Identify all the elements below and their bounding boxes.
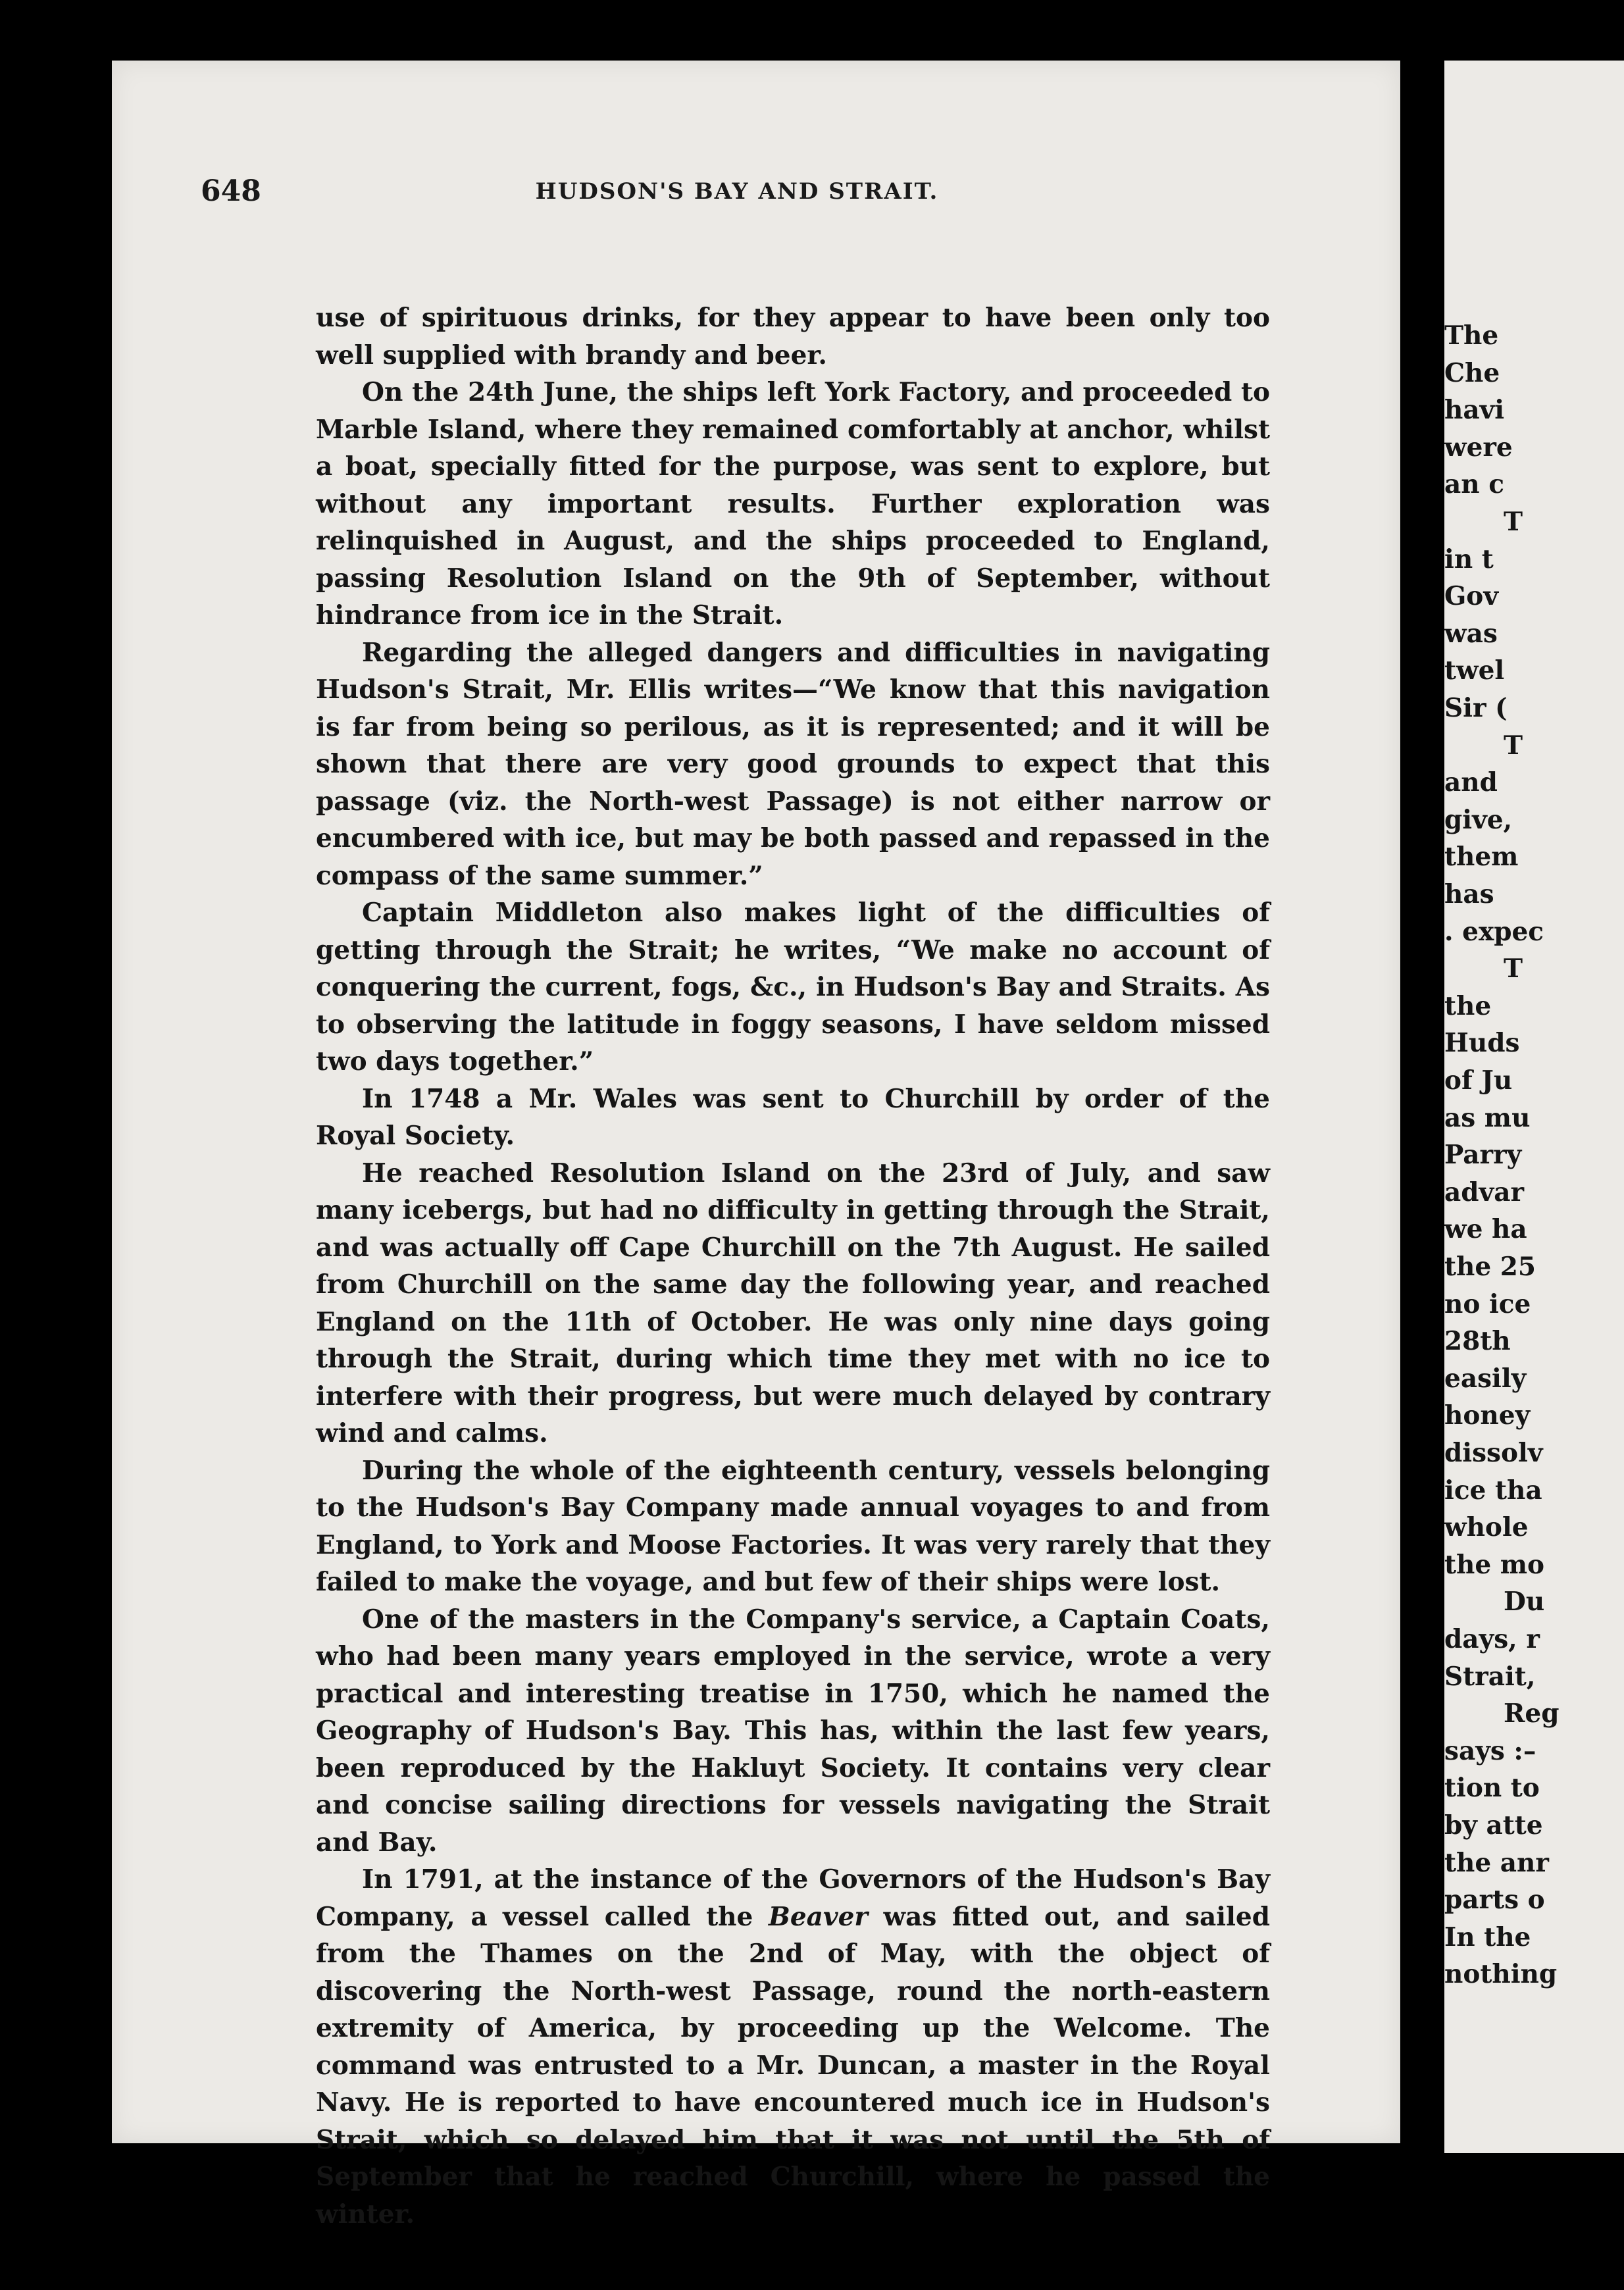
facing-page-line-fragment: T [1504, 730, 1523, 761]
facing-page-line-fragment: dissolv [1444, 1438, 1543, 1468]
facing-page-line-fragment: Sir ( [1444, 693, 1508, 723]
facing-page-line-fragment: the mo [1444, 1549, 1545, 1580]
facing-page-line-fragment: give, [1444, 804, 1513, 835]
facing-page-line-fragment: advar [1444, 1177, 1525, 1208]
facing-page-line-fragment: as mu [1444, 1102, 1531, 1133]
paragraph: He reached Resolution Island on the 23rd of July, and saw many icebergs, but had no difficulty in getting through the Strait, and was actually off Cape Churchill on the 7th August. He sailed from Churchill on the same day the following year, and reached England on the 11th of October. He was only nine days going through the Strait, during which time they met with no ice to interfere with their progress, but were much delayed by contrary wind and calms. [316, 1158, 1270, 1448]
facing-page-line-fragment: Huds [1444, 1028, 1520, 1059]
facing-page-line-fragment: them [1444, 842, 1519, 873]
facing-page-line-fragment: an c [1444, 469, 1504, 500]
facing-page-line-fragment: we ha [1444, 1214, 1527, 1245]
paragraph: Regarding the alleged dangers and difficulties in navigating Hudson's Strait, Mr. Ellis writes—“We know that this navigation is far from being so perilous, as it is represented; and it will be shown that there are very good grounds to expect that this passage (viz. the North-west Passage) is not either narrow or encumbered with ice, but may be both passed and repassed in the compass of the same summer.” [316, 637, 1270, 891]
facing-page-line-fragment: Reg [1504, 1698, 1560, 1729]
facing-page-line-fragment: was [1444, 618, 1498, 649]
facing-page-line-fragment: honey [1444, 1400, 1531, 1431]
facing-page-line-fragment: were [1444, 432, 1513, 463]
paragraph: use of spirituous drinks, for they appear to have been only too well supplied with brandy and beer. [316, 303, 1270, 370]
facing-page-line-fragment: the [1444, 990, 1492, 1021]
page-header [201, 174, 1273, 227]
facing-page-line-fragment: and [1444, 767, 1498, 798]
paragraph-text: In 1791, at the instance of the Governors of the Hudson's Bay Company, a vessel called the [316, 1864, 1270, 1932]
facing-page-line-fragment: easily [1444, 1363, 1527, 1394]
paragraph-beaver [316, 1861, 1270, 2233]
ship-name: Beaver [768, 1901, 868, 1932]
facing-page-line-fragment: in t [1444, 544, 1494, 574]
facing-page-line-fragment: twel [1444, 655, 1505, 686]
facing-page-line-fragment: Strait, [1444, 1661, 1536, 1692]
paragraph: During the whole of the eighteenth century, vessels belonging to the Hudson's Bay Company made annual voyages to and from England, to York and Moose Factories. It was very rarely that they failed to make the voyage, and but few of their ships were lost. [316, 1455, 1270, 1597]
facing-page-line-fragment: tion to [1444, 1773, 1540, 1804]
facing-page-line-fragment: days, r [1444, 1624, 1540, 1654]
facing-page-line-fragment: the 25 [1444, 1252, 1536, 1282]
facing-page-line-fragment: Che [1444, 357, 1500, 388]
facing-page-line-fragment: havi [1444, 395, 1505, 426]
facing-page-line-fragment: T [1504, 954, 1523, 984]
paragraph: In 1748 a Mr. Wales was sent to Churchill by order of the Royal Society. [316, 1083, 1270, 1151]
facing-page-line-fragment: says :– [1444, 1735, 1536, 1766]
facing-page-line-fragment: whole [1444, 1512, 1529, 1543]
facing-page-line-fragment: parts o [1444, 1885, 1545, 1916]
facing-page-line-fragment: Gov [1444, 581, 1498, 612]
page-body [316, 299, 1270, 2233]
facing-page-line-fragment: 28th [1444, 1326, 1511, 1357]
paragraph-text: was fitted out, and sailed from the Thames on the 2nd of May, with the object of discovering the North-west Passage, round the north-eastern extremity of America, by proceeding up the Welcome. The command was entrusted to a Mr. Duncan, a master in the Royal Navy. He is reported to have encountered much ice in Hudson's Strait, which so delayed him that it was not until the 5th of September that he reached Churchill, where he passed the winter. [316, 1901, 1270, 2229]
facing-page-strip [1444, 61, 1624, 2153]
facing-page-line-fragment: of Ju [1444, 1065, 1513, 1096]
facing-page-line-fragment: nothing [1444, 1959, 1558, 1990]
facing-page-line-fragment: Parry [1444, 1140, 1522, 1171]
running-head: HUDSON'S BAY AND STRAIT. [535, 178, 939, 205]
paragraph: One of the masters in the Company's service, a Captain Coats, who had been many years employed in the service, wrote a very practical and interesting treatise in 1750, which he named the Geography of Hudson's Bay. This has, within the last few years, been reproduced by the Hakluyt Society. It contains very clear and concise sailing directions for vessels navigating the Strait and Bay. [316, 1604, 1270, 1858]
facing-page-line-fragment: by atte [1444, 1810, 1543, 1841]
paragraph: On the 24th June, the ships left York Factory, and proceeded to Marble Island, where they remained comfortably at anchor, whilst a boat, specially fitted for the purpose, was sent to explore, but without any important results. Further exploration was relinquished in August, and the ships proceeded to England, passing Resolution Island on the 9th of September, without hindrance from ice in the Strait. [316, 377, 1270, 630]
facing-page-line-fragment: The [1444, 320, 1499, 351]
facing-page-line-fragment: the anr [1444, 1847, 1549, 1878]
paragraph: Captain Middleton also makes light of the difficulties of getting through the Strait; he writes, “We make no account of conquering the current, fogs, &c., in Hudson's Bay and Straits. As to observing the latitude in foggy seasons, I have seldom missed two days together.” [316, 898, 1270, 1077]
facing-page-line-fragment: no ice [1444, 1288, 1531, 1319]
facing-page-line-fragment: . expec [1444, 916, 1544, 947]
page-number: 648 [201, 174, 261, 208]
facing-page-line-fragment: has [1444, 879, 1494, 909]
facing-page-line-fragment: Du [1504, 1587, 1545, 1617]
facing-page-line-fragment: ice tha [1444, 1475, 1542, 1506]
facing-page-line-fragment: T [1504, 507, 1523, 537]
facing-page-line-fragment: In the [1444, 1921, 1531, 1952]
